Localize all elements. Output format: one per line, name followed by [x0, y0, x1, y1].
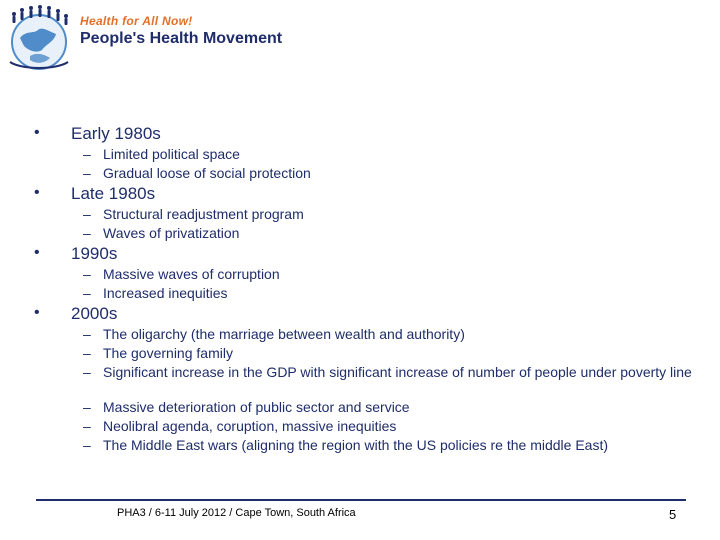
bullet-icon: • [34, 184, 40, 201]
dash-icon: – [83, 146, 91, 162]
list-item: The governing family [103, 345, 233, 361]
bullet-icon: • [34, 124, 40, 141]
dash-icon: – [83, 206, 91, 222]
footer-divider [36, 499, 686, 501]
list-item: Massive deterioration of public sector and service [103, 399, 410, 415]
list-item: Massive waves of corruption [103, 266, 280, 282]
list-item: Waves of privatization [103, 225, 240, 241]
dash-icon: – [83, 437, 91, 453]
dash-icon: – [83, 225, 91, 241]
bullet-icon: • [34, 244, 40, 261]
dash-icon: – [83, 266, 91, 282]
dash-icon: – [83, 165, 91, 181]
logo-tagline: Health for All Now! [80, 14, 193, 28]
globe-with-people-icon [6, 4, 72, 72]
dash-icon: – [83, 345, 91, 361]
section-heading: Late 1980s [71, 184, 156, 203]
dash-icon: – [83, 364, 91, 380]
dash-icon: – [83, 285, 91, 301]
phm-logo [6, 4, 296, 74]
dash-icon: – [83, 399, 91, 415]
logo-name: People's Health Movement [80, 30, 283, 47]
list-item: The oligarchy (the marriage between wealth and authority) [103, 326, 465, 342]
footer-text: PHA3 / 6-11 July 2012 / Cape Town, South Africa [117, 507, 356, 519]
list-item: Gradual loose of social protection [103, 165, 311, 181]
section-heading: Early 1980s [71, 124, 161, 143]
dash-icon: – [83, 326, 91, 342]
list-item: Neolibral agenda, coruption, massive inequities [103, 418, 397, 434]
bullet-icon: • [34, 304, 40, 321]
section-heading: 2000s [71, 304, 118, 323]
page-number: 5 [669, 507, 677, 522]
list-item: Significant increase in the GDP with significant increase of number of people under poverty line [103, 364, 692, 380]
list-item: Increased inequities [103, 285, 228, 301]
list-item: Structural readjustment program [103, 206, 304, 222]
section-heading: 1990s [71, 244, 118, 263]
dash-icon: – [83, 418, 91, 434]
list-item: The Middle East wars (aligning the region with the US policies re the middle East) [103, 437, 609, 453]
list-item: Limited political space [103, 146, 240, 162]
